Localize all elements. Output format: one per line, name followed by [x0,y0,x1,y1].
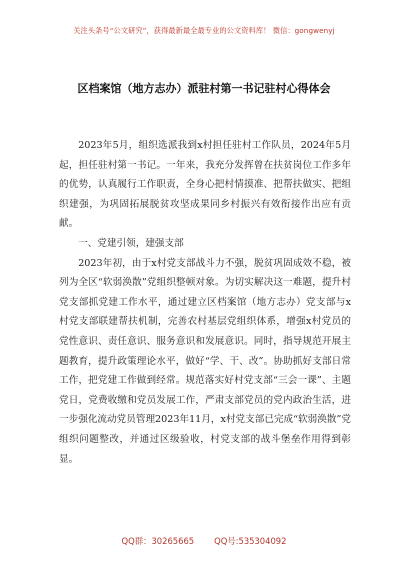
qq-number-text: QQ号:535304092 [214,536,287,546]
section-heading: 一、党建引领，建强支部 [78,237,184,249]
paragraph-party-building: 2023年初，由于x村党支部战斗力不强，脱贫巩固成效不稳，被列为全区“软弱涣散”党组织整顿对象。为切实解决这一难题，提升村党支部抓党建工作水平，通过建立区档案馆（地方志办）党支部与x村党支部联建帮扶机制，完善农村基层党组织体系，增强x村党员的党性意识、责任意识、服务意识和发展意识。同时，指导规范开展主题教育，提升政策理论水平，做好“学、干、改”。协助抓好支部日常工作，把党建工作做到经常。规范落实好村党支部“三会一课”、主题党日，党费收缴和党员发展工作，严肃支部党员的党内政治生活，进一步强化流动党员管理2023年11月，x村党支部已完成“软弱涣散”党组织问题整改，并通过区级验收，村党支部的战斗堡垒作用得到彰显。 [59,257,351,465]
header-banner: 关注头条号“公文研究”，获得最新最全最专业的公文资料库！ 微信：gongwenyj [73,26,335,35]
document-title: 区档案馆（地方志办）派驻村第一书记驻村心得体会 [77,82,331,95]
qq-group-text: QQ群：30265665 [121,536,195,546]
paragraph-intro: 2023年5月，组织选派我到x村担任驻村工作队员，2024年5月起，担任驻村第一书记。一年来，我充分发挥曾在扶贫岗位工作多年的优势，认真履行工作职责，全身心把村情摸准、把帮扶做实、把组织建强，为巩固拓展脱贫攻坚成果同乡村振兴有效衔接作出应有贡献。 [59,140,351,230]
document-body [59,136,351,469]
footer-contact [0,535,408,547]
